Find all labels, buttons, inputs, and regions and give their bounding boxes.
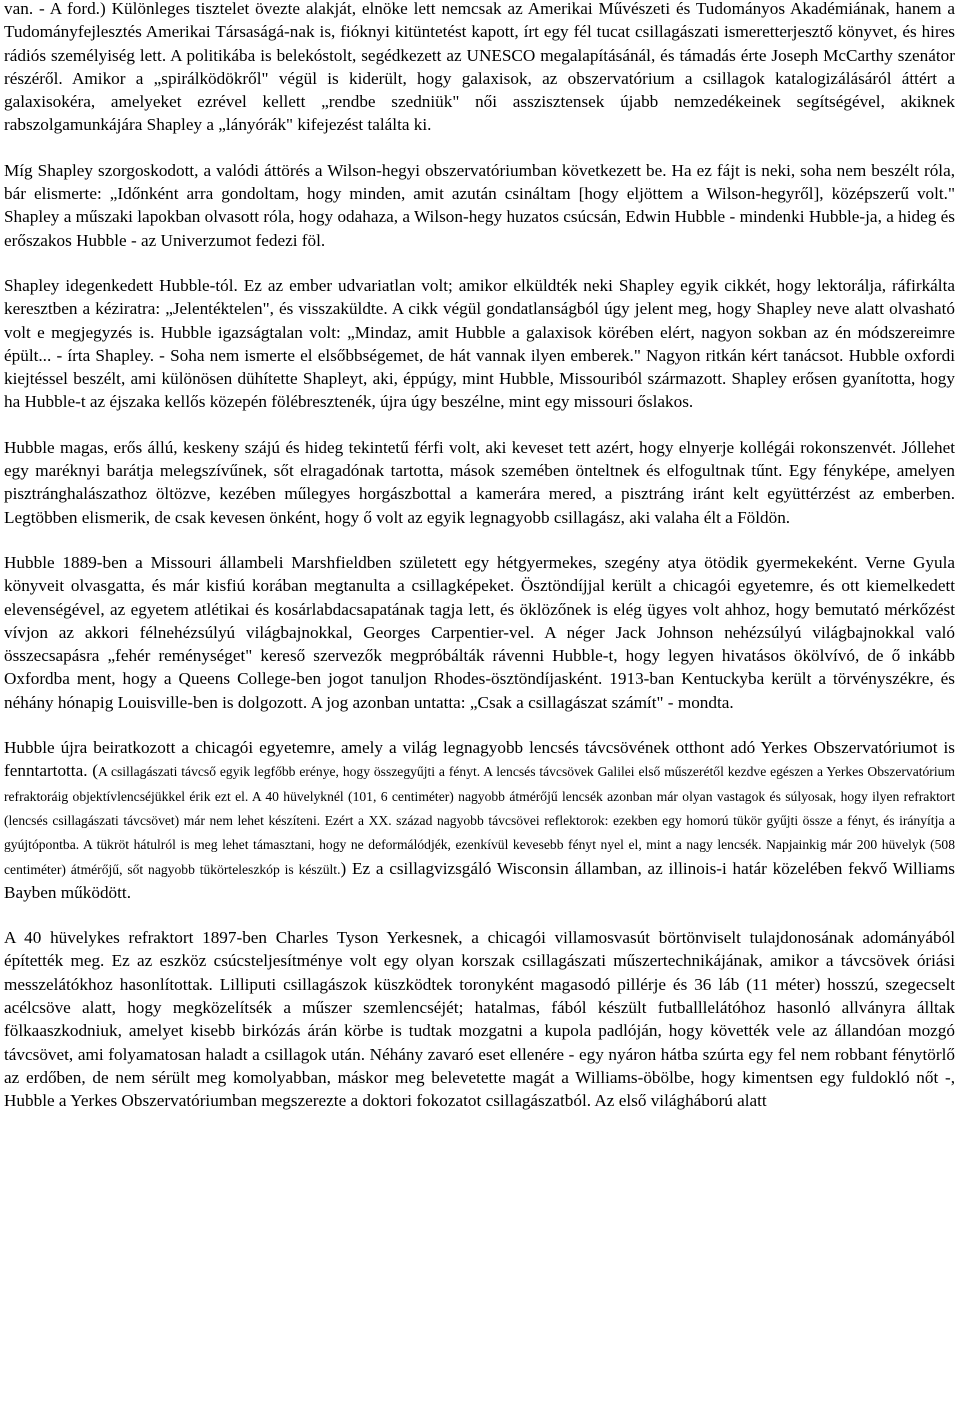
paragraph-6-tail: ) Ez a csillagvizsgáló Wisconsin államban, az illinois-i határ közelében fekvő Williams Bayben működött. bbox=[4, 858, 956, 902]
paragraph-1: van. - A ford.) Különleges tisztelet övezte alakját, elnöke lett nemcsak az Amerikai Művészeti és Tudományos Akadémiának, hanem a Tudományfejlesztés Amerikai Társaságá-nak is, fióknyi kitüntetést kapott, írt egy fél tucat csillagászati ismeretterjesztő könyvet, és hires rádiós személyiség lett. A politikába is belekóstolt, segédkezett az UNESCO megalapításánál, és támadás érte Joseph McCarthy szenátor részéről. Amikor a „spirálködökről" végül is kiderült, hogy galaxisok, az obszervatórium a csillagok katalogizálásáról áttért a galaxisokéra, amelyeket ezrével kellett „rendbe szedniük" női asszisztensek újabb nemzedékeinek segítségével, akiknek rabszolgamunkájára Shapley a „lányórák" kifejezést találta ki. bbox=[4, 0, 955, 135]
paragraph-spacer bbox=[4, 414, 955, 436]
paragraph-spacer bbox=[4, 904, 955, 926]
paragraph-spacer bbox=[4, 529, 955, 551]
paragraph-spacer bbox=[4, 137, 955, 159]
paragraph-6-lead: Hubble újra beiratkozott a chicagói egyetemre, amely a világ legnagyobb lencsés távcsövének otthont adó Yerkes Obszervatóriumot is fenntartotta. ( bbox=[4, 738, 955, 781]
footnote-telescope-note: A csillagászati távcső egyik legfőbb erénye, hogy összegyűjti a fényt. A lencsés távcsövek Galilei első műszerétől kezdve egészen a Yerkes Obszervatórium refraktoráig objektívlencséjükkel érik ezt el. A 40 hüvelyknél (101, 6 centiméter) nagyobb átmérőjű lencsék azonban már olyan vastagok és súlyosak, hogy ilyen refraktort (lencsés csillagászati távcsövet) már nem lehet készíteni. Ezért a XX. század nagyobb távcsövei reflektorok: ezekben egy homorú tükör gyűjti össze a fényt, és irányítja a gyújtópontba. A tükröt hátulról is meg lehet támasztani, hogy ne deformálódjék, ezenkívül kevesebb fényt nyel el, mint a nagy lencsék. Napjainkig már 200 hüvelyk (508 centiméter) átmérőjű, sőt nagyobb tükörteleszkóp is készült. bbox=[4, 764, 955, 877]
paragraph-3: Shapley idegenkedett Hubble-tól. Ez az ember udvariatlan volt; amikor elküldték neki Shapley egyik cikkét, hogy lektorálja, ráfirkálta keresztben a kéziratra: „Jelentéktelen", és visszaküldte. A cikk végül gondatlanságból úgy jelent meg, hogy Shapley neve alatt olvasható volt e megjegyzés is. Hubble igazságtalan volt: „Mindaz, amit Hubble a galaxisok körében elért, nagyon sokban az én módszereimre épült... - írta Shapley. - Soha nem ismerte el elsőbbségemet, de hát vannak ilyen emberek." Nagyon ritkán kért tanácsot. Hubble oxfordi kiejtéssel beszélt, ami különösen dühítette Shapleyt, aki, éppúgy, mint Hubble, Missouriból származott. Shapley erősen gyanította, hogy ha Hubble-t az éjszaka kellős közepén fölébresztenék, újra úgy beszélne, mint egy missouri őslakos. bbox=[4, 275, 955, 412]
paragraph-2: Míg Shapley szorgoskodott, a valódi áttörés a Wilson-hegyi obszervatóriumban következett be. Ha ez fájt is neki, soha nem beszélt róla, bár elismerte: „Időnként arra gondoltam, hogy minden, amit azután csináltam [hogy eljöttem a Wilson-hegyről], középszerű volt." Shapley a műszaki lapokban olvasott róla, hogy odahaza, a Wilson-hegy huzatos csúcsán, Edwin Hubble - mindenki Hubble-ja, a hideg és erőszakos Hubble - az Univerzumot fedezi föl. bbox=[4, 160, 955, 250]
paragraph-spacer bbox=[4, 714, 955, 736]
paragraph-4: Hubble magas, erős állú, keskeny szájú és hideg tekintetű férfi volt, aki keveset tett azért, hogy elnyerje kollégái rokonszenvét. Jóllehet egy maréknyi barátja melegszívűnek, sőt elragadónak tartotta, mások szemében önteltnek és elfogultnak tűnt. Egy fényképe, amelyen pisztránghalászathoz öltözve, kezében műlegyes horgászbottal a kamerára mered, a pisztráng iránt kelt együttérzést az emberben. Legtöbben elismerik, de csak kevesen önként, hogy ő volt az egyik legnagyobb csillagász, aki valaha élt a Földön. bbox=[4, 437, 955, 527]
paragraph-6 bbox=[4, 736, 955, 904]
paragraph-7: A 40 hüvelykes refraktort 1897-ben Charles Tyson Yerkesnek, a chicagói villamosvasút börtönviselt tulajdonosának adományából építették meg. Ez az eszköz csúcsteljesítménye volt egy olyan korszak csillagászati műszertechnikájának, amikor a távcsövek óriási messzelátókhoz hasonlítottak. Lilliputi csillagászok küszködtek toronyként magasodó pillérje és 36 láb (11 méter) hosszú, szegecselt acélcsöve alatt, hogy megközelítsék a műszer szemlencséjét; hatalmas, fából készült futballlelátóhoz hasonló allványra álltak fölkaaszkodniuk, amelyet kisebb birkózás árán körbe is tudtak mozgatni a kupola padlóján, hogy követték vele az állandóan mozgó távcsövet, ami folyamatosan haladt a csillagok után. Néhány zavaró eset ellenére - egy nyáron hátba szúrta egy fel nem robbant fénytörlő az erdőben, de nem sérült meg komolyabban, máskor meg belevetette magát a Williams-öbölbe, hogy kimentsen egy fuldokló nőt -, Hubble a Yerkes Obszervatóriumban megszerezte a doktori fokozatot csillagászatból. Az első világháború alatt bbox=[4, 928, 955, 1111]
paragraph-5: Hubble 1889-ben a Missouri állambeli Marshfieldben született egy hétgyermekes, szegény atya ötödik gyermekeként. Verne Gyula könyveit olvasgatta, és már kisfiú korában megtanulta a csillagképeket. Ösztöndíjjal került a chicagói egyetemre, és ott kiemelkedett elevenségével, az egyetem atlétikai és kosárlabdacsapatának tagja lett, és öklözőnek is elég ügyes volt ahhoz, hogy bemutató mérkőzést vívjon az akkori félnehézsúlyú világbajnokkal, Georges Carpentier-vel. A néger Jack Johnson nehézsúlyú világbajnokkal való összecsapásra „fehér reménységet" kereső szervezők megpróbálták rávenni Hubble-t, hogy legyen hivatásos ökölvívó, de ő inkább Oxfordba ment, hogy a Queens College-ben jogot tanuljon Rhodes-ösztöndíjasként. 1913-ban Kentuckyba került a törvényszékre, és néhány hónapig Louisville-ben is dolgozott. A jog azonban untatta: „Csak a csillagászat számít" - mondta. bbox=[4, 552, 955, 712]
document-page bbox=[4, 0, 955, 1112]
paragraph-spacer bbox=[4, 252, 955, 274]
